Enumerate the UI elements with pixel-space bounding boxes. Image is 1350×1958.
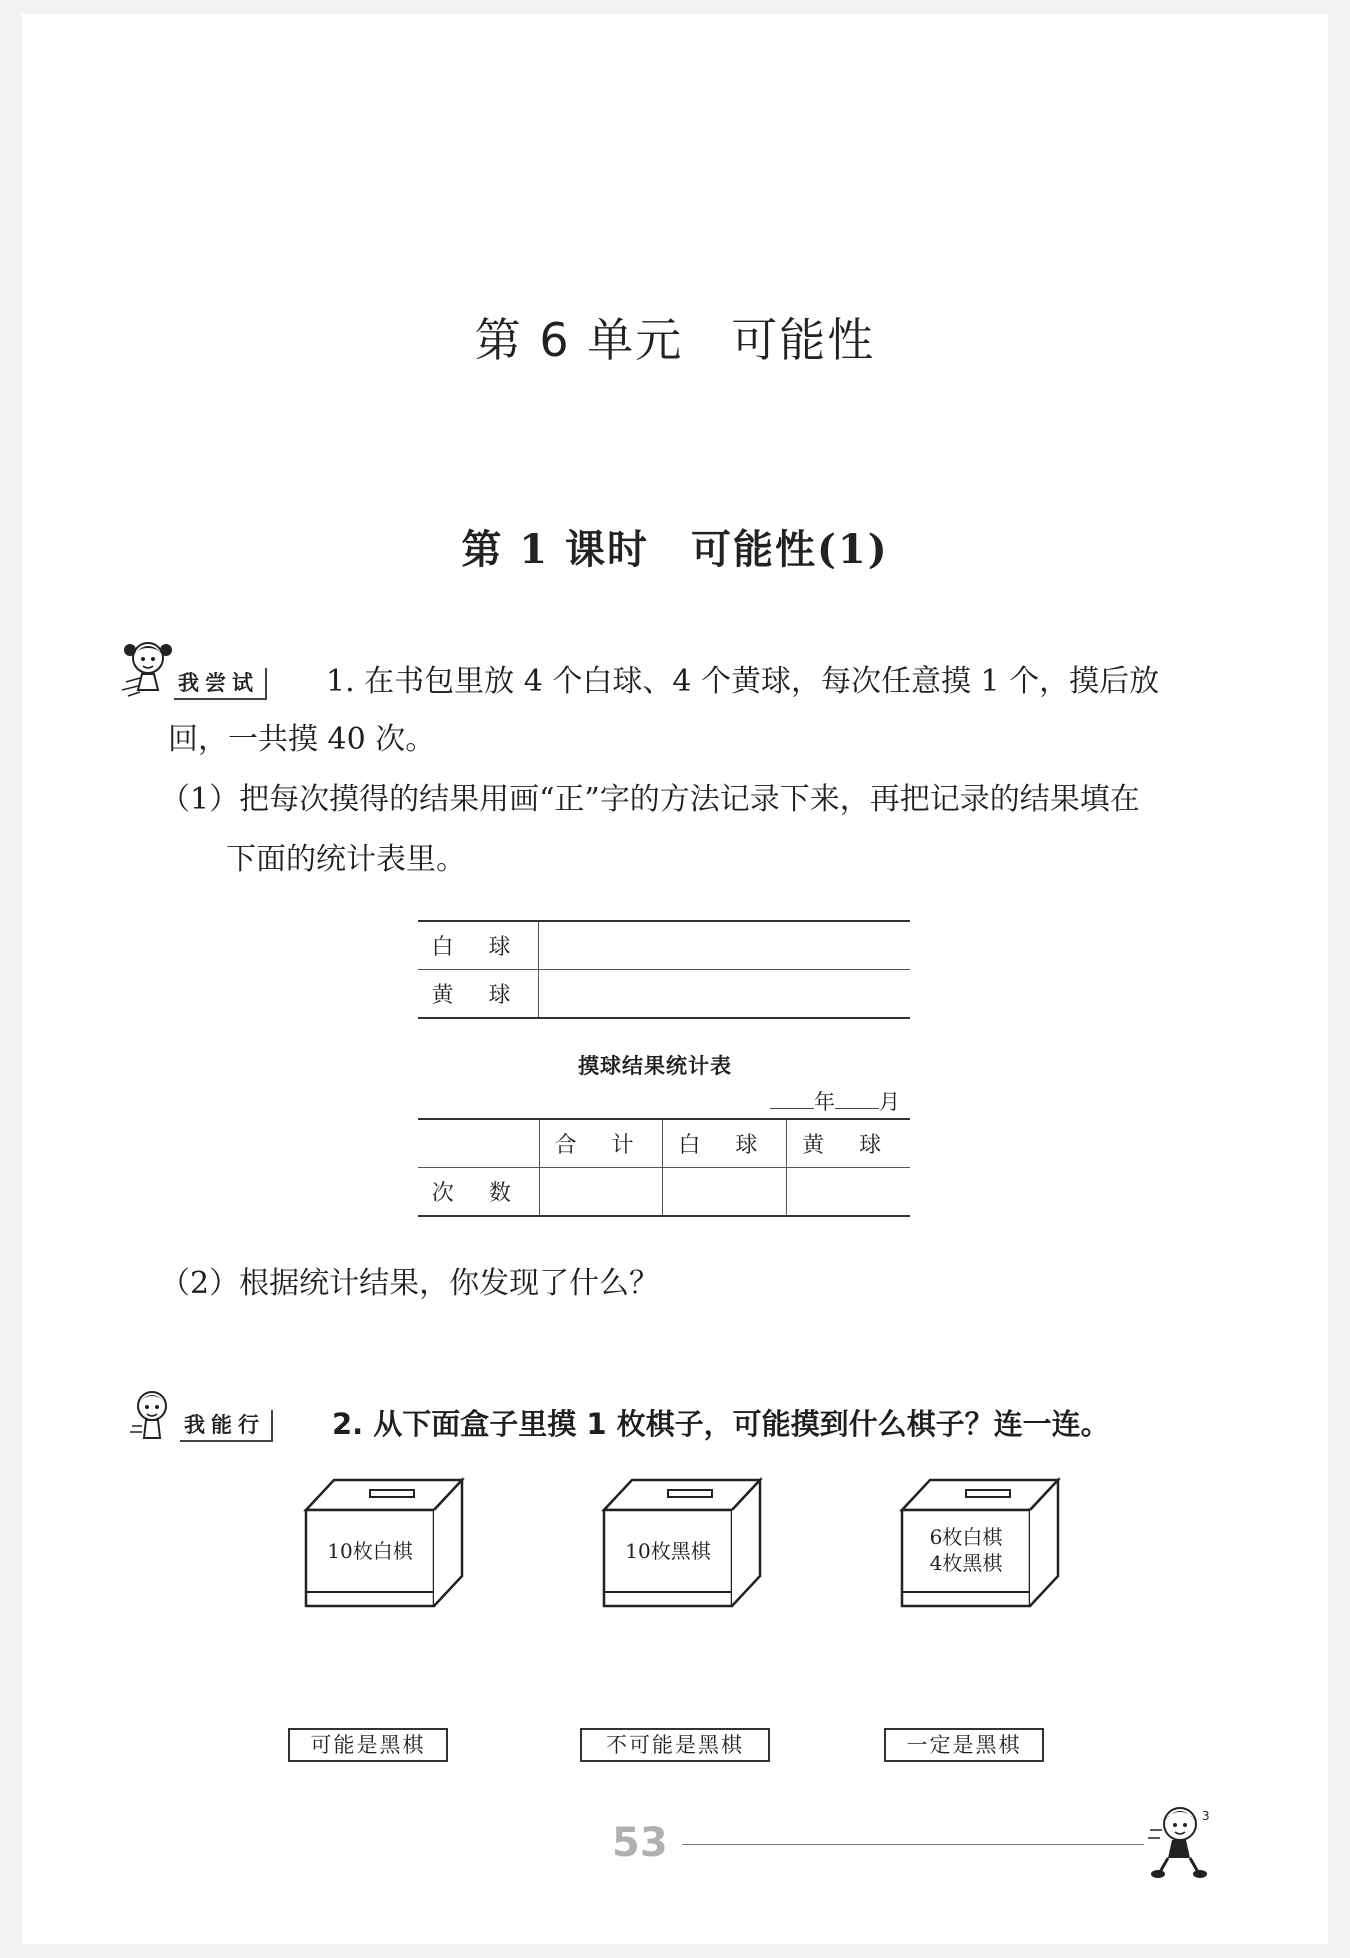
sub-question-1-line1: （1）把每次摸得的结果用画“正”字的方法记录下来，再把记录的结果填在	[160, 782, 1140, 817]
record-row-yellow	[418, 970, 910, 1019]
box-label-line1: 10枚黑棋	[625, 1539, 711, 1563]
box-label	[902, 1524, 1030, 1576]
unit-title: 第 6 单元 可能性	[474, 313, 876, 367]
box-label	[306, 1538, 434, 1564]
box-label-line2: 4枚黑棋	[929, 1551, 1003, 1575]
option-possible-black[interactable]: 可能是黑棋	[288, 1728, 448, 1762]
box-3[interactable]	[898, 1472, 1068, 1612]
lesson-title: 第 1 课时 可能性(1)	[461, 526, 889, 573]
stats-header-total: 合 计	[539, 1119, 663, 1168]
record-row-label: 黄 球	[418, 970, 539, 1019]
stats-header-white: 白 球	[663, 1119, 787, 1168]
stats-cell-yellow[interactable]	[787, 1168, 910, 1217]
stats-count-row	[418, 1168, 910, 1217]
stats-header-row	[418, 1119, 910, 1168]
record-row-label: 白 球	[418, 921, 539, 970]
month-blank[interactable]	[835, 1090, 879, 1109]
year-blank[interactable]	[770, 1090, 814, 1109]
record-row-white	[418, 921, 910, 970]
box-label-line1: 10枚白棋	[327, 1539, 413, 1563]
stats-table-caption: 摸球结果统计表	[578, 1054, 732, 1078]
girl-mascot-icon	[118, 634, 180, 706]
footer-rule	[682, 1844, 1144, 1845]
option-impossible-black[interactable]: 不可能是黑棋	[580, 1728, 770, 1762]
running-mascot-icon	[1146, 1800, 1216, 1882]
stats-header-empty	[418, 1119, 539, 1168]
stats-cell-white[interactable]	[663, 1168, 787, 1217]
record-cell[interactable]	[539, 921, 911, 970]
page	[22, 14, 1328, 1944]
date-line	[770, 1086, 900, 1116]
option-certain-black[interactable]: 一定是黑棋	[884, 1728, 1044, 1762]
record-cell[interactable]	[539, 970, 911, 1019]
stats-table	[418, 1118, 910, 1217]
page-number: 53	[612, 1820, 668, 1866]
section-tag-try: 我尝试	[174, 668, 267, 700]
boy-mascot-icon	[126, 1386, 176, 1448]
month-label: 月	[879, 1090, 900, 1114]
question-1-line1: 1. 在书包里放 4 个白球、4 个黄球，每次任意摸 1 个，摸后放	[326, 664, 1160, 699]
box-label	[604, 1538, 732, 1564]
stats-header-yellow: 黄 球	[787, 1119, 910, 1168]
svg-text:3: 3	[1202, 1809, 1210, 1823]
box-1[interactable]	[302, 1472, 472, 1612]
box-label-line1: 6枚白棋	[929, 1525, 1003, 1549]
record-table	[418, 920, 910, 1019]
sub-question-2: （2）根据统计结果，你发现了什么？	[160, 1266, 660, 1301]
year-label: 年	[814, 1090, 835, 1114]
stats-row-label: 次 数	[418, 1168, 539, 1217]
section-tag-can-do: 我能行	[180, 1410, 273, 1442]
box-2[interactable]	[600, 1472, 770, 1612]
sub-question-1-line2: 下面的统计表里。	[226, 842, 466, 877]
stats-cell-total[interactable]	[539, 1168, 663, 1217]
question-1-line2: 回，一共摸 40 次。	[168, 722, 436, 757]
question-2: 2. 从下面盒子里摸 1 枚棋子，可能摸到什么棋子？连一连。	[332, 1407, 1110, 1441]
